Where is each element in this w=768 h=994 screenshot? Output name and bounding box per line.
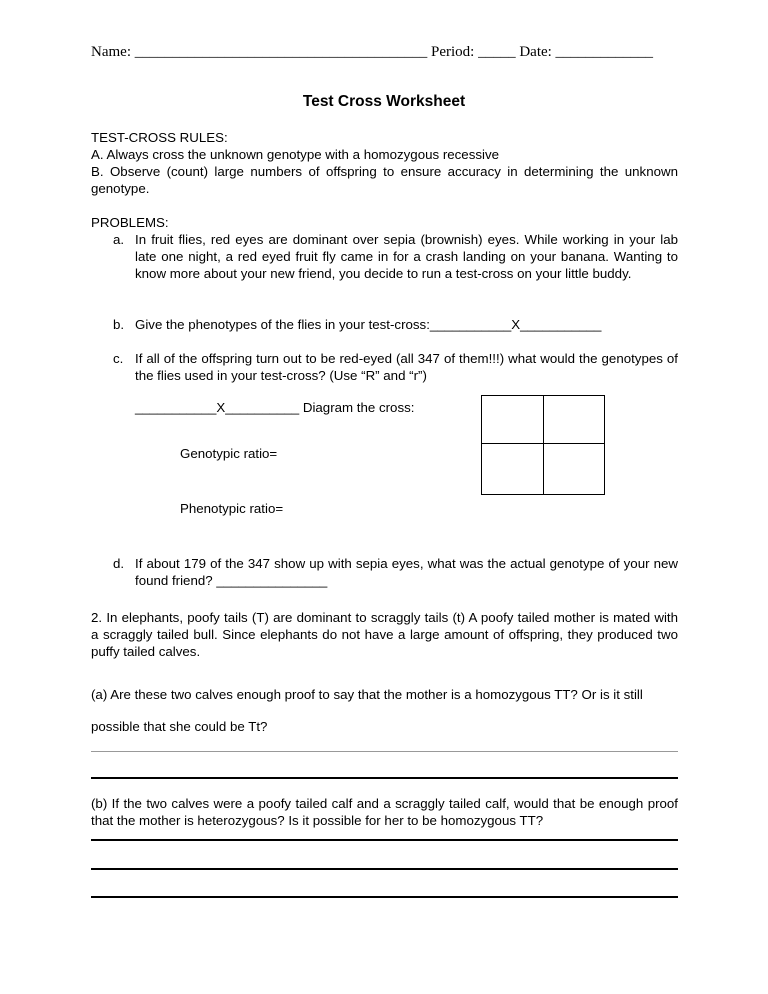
problem-d-marker: d. xyxy=(113,556,125,571)
problem-a-text: In fruit flies, red eyes are dominant over sepia (brownish) eyes. While working in your lab late one night, a red eyed fruit fly came in for a crash landing on your banana. Wanting to know more about your new friend, you decide to run a test-cross on your little buddy. xyxy=(135,232,678,281)
answer-line-2a-1[interactable] xyxy=(91,751,678,752)
header-row xyxy=(91,44,691,61)
rule-b: B. Observe (count) large numbers of offspring to ensure accuracy in determining the unknown genotype. xyxy=(91,164,678,196)
answer-line-2b-2[interactable] xyxy=(91,868,678,870)
period-field[interactable]: Period: _____ xyxy=(430,44,516,60)
phenotypic-ratio-label: Phenotypic ratio= xyxy=(180,501,284,516)
problem-c-marker: c. xyxy=(113,351,124,366)
punnett-square[interactable] xyxy=(481,395,605,495)
problem-2-intro: 2. In elephants, poofy tails (T) are dominant to scraggly tails (t) A poofy tailed mother is mated with a scraggly tailed bull. Since elephants do not have a large amount of offspring, they produced two puffy tailed calves. xyxy=(91,610,678,659)
page-title: Test Cross Worksheet xyxy=(302,93,466,110)
answer-line-2b-3[interactable] xyxy=(91,896,678,898)
problem-2a-text: (a) Are these two calves enough proof to say that the mother is a homozygous TT? Or is it still possible that she could be Tt? xyxy=(91,687,643,734)
problem-c-text: If all of the offspring turn out to be red-eyed (all 347 of them!!!) what would the genotypes of the flies used in your test-cross? (Use “R” and “r”) xyxy=(135,351,678,383)
rules-heading: TEST-CROSS RULES: xyxy=(91,130,228,145)
punnett-vertical-divider xyxy=(543,396,544,494)
problem-b-marker: b. xyxy=(113,317,125,332)
answer-line-2b-1[interactable] xyxy=(91,839,678,841)
problem-2b-text: (b) If the two calves were a poofy tailed calf and a scraggly tailed calf, would that be enough proof that the mother is heterozygous? Is it possible for her to be homozygous TT? xyxy=(91,796,678,828)
problem-d-text: If about 179 of the 347 show up with sepia eyes, what was the actual genotype of your new found friend? _______________ xyxy=(135,556,678,588)
date-field[interactable]: Date: _____________ xyxy=(519,44,654,60)
problems-heading: PROBLEMS: xyxy=(91,215,169,230)
genotypic-ratio-label: Genotypic ratio= xyxy=(180,446,278,461)
rule-a: A. Always cross the unknown genotype with a homozygous recessive xyxy=(91,147,499,162)
name-field[interactable]: Name: _______________________________________ xyxy=(91,44,428,60)
problem-b-text: Give the phenotypes of the flies in your test-cross:___________X___________ xyxy=(135,317,602,332)
answer-line-2a-2[interactable] xyxy=(91,777,678,779)
cross-blank[interactable]: ___________X__________ Diagram the cross: xyxy=(135,400,415,415)
punnett-horizontal-divider xyxy=(482,443,604,444)
problem-a-marker: a. xyxy=(113,232,125,247)
